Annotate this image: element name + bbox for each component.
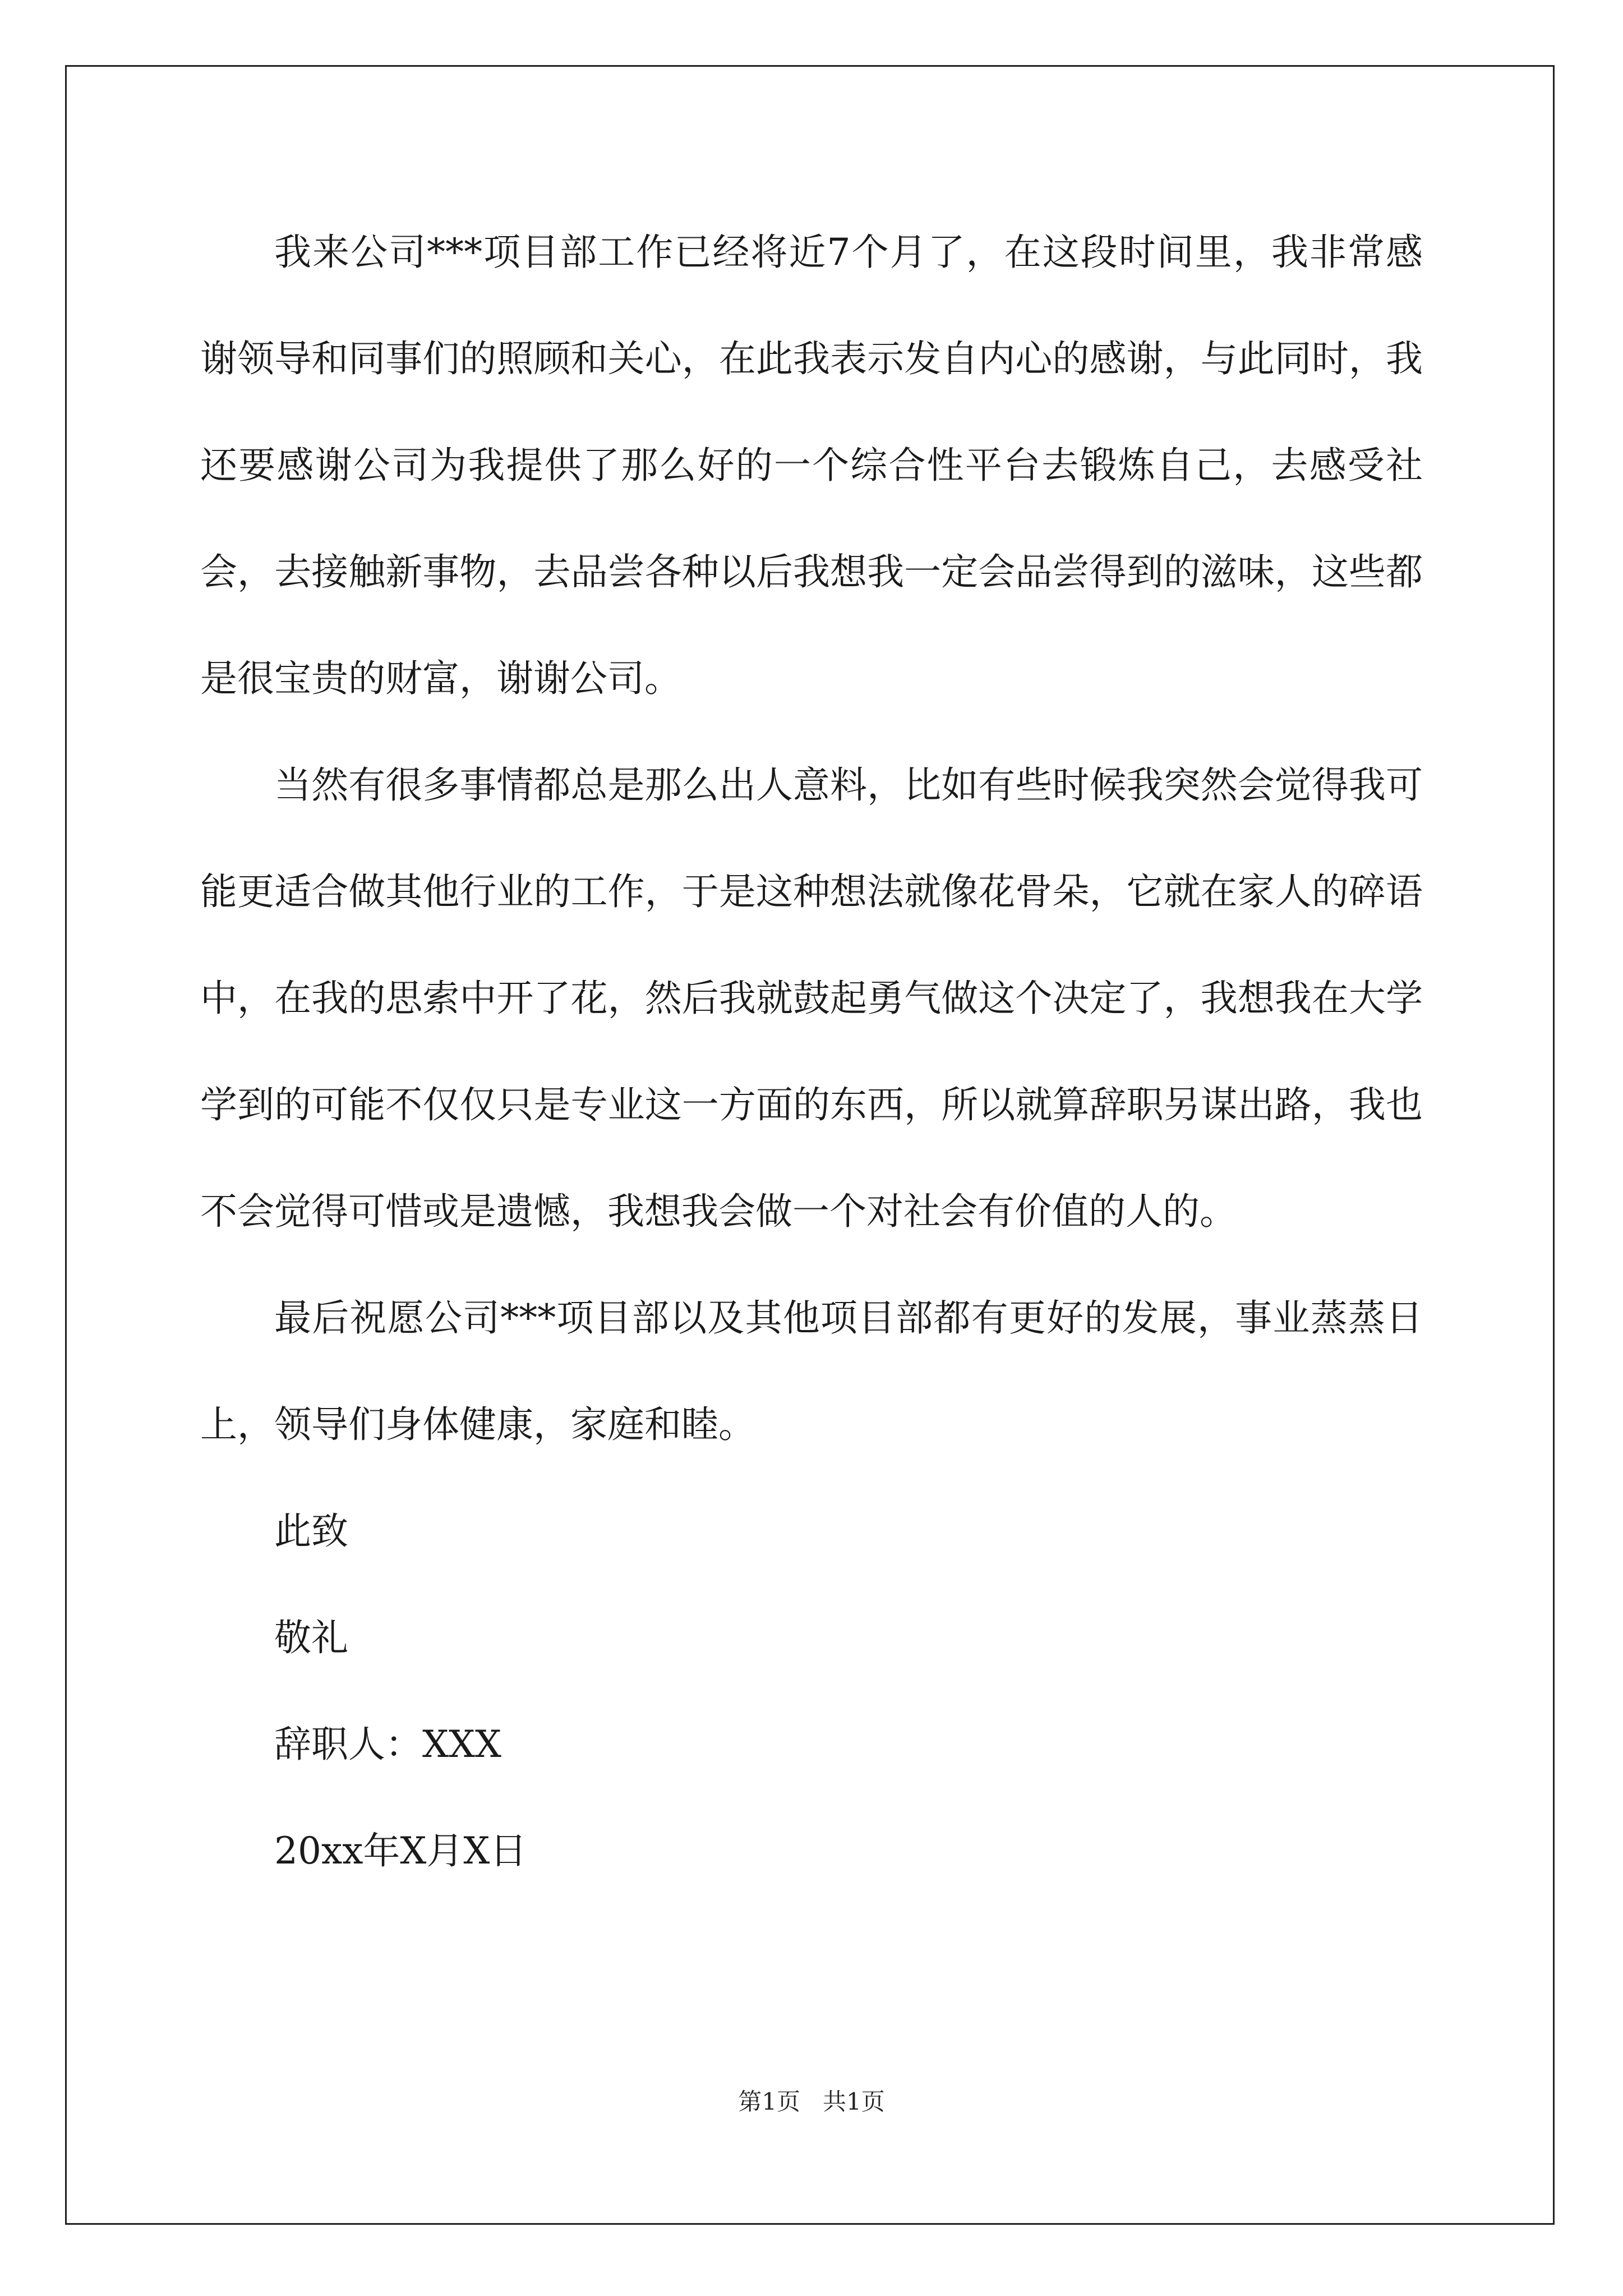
page-total: 共1页 (823, 2088, 885, 2115)
paragraph-3: 最后祝愿公司***项目部以及其他项目部都有更好的发展，事业蒸蒸日上，领导们身体健康，家庭和睦。 (200, 1296, 1423, 1446)
letter-body (200, 199, 1423, 1904)
date-line: 20xx年X月X日 (274, 1829, 527, 1872)
signer-line: 辞职人：XXX (274, 1723, 501, 1766)
closing-respect: 敬礼 (274, 1616, 348, 1659)
closing-salutation: 此致 (274, 1510, 348, 1553)
paragraph-1: 我来公司***项目部工作已经将近7个月了，在这段时间里，我非常感谢领导和同事们的照顾和关心，在此我表示发自内心的感谢，与此同时，我还要感谢公司为我提供了那么好的一个综合性平台去锻炼自己，去感受社会，去接触新事物，去品尝各种以后我想我一定会品尝得到的滋味，这些都是很宝贵的财富，谢谢公司。 (200, 231, 1423, 700)
paragraph-2: 当然有很多事情都总是那么出人意料，比如有些时候我突然会觉得我可能更适合做其他行业的工作，于是这种想法就像花骨朵，它就在家人的碎语中，在我的思索中开了花，然后我就鼓起勇气做这个决定了，我想我在大学学到的可能不仅仅只是专业这一方面的东西，所以就算辞职另谋出路，我也不会觉得可惜或是遗憾，我想我会做一个对社会有价值的人的。 (200, 763, 1423, 1233)
page-number: 第1页 (738, 2088, 800, 2115)
page-footer (0, 2088, 1623, 2116)
